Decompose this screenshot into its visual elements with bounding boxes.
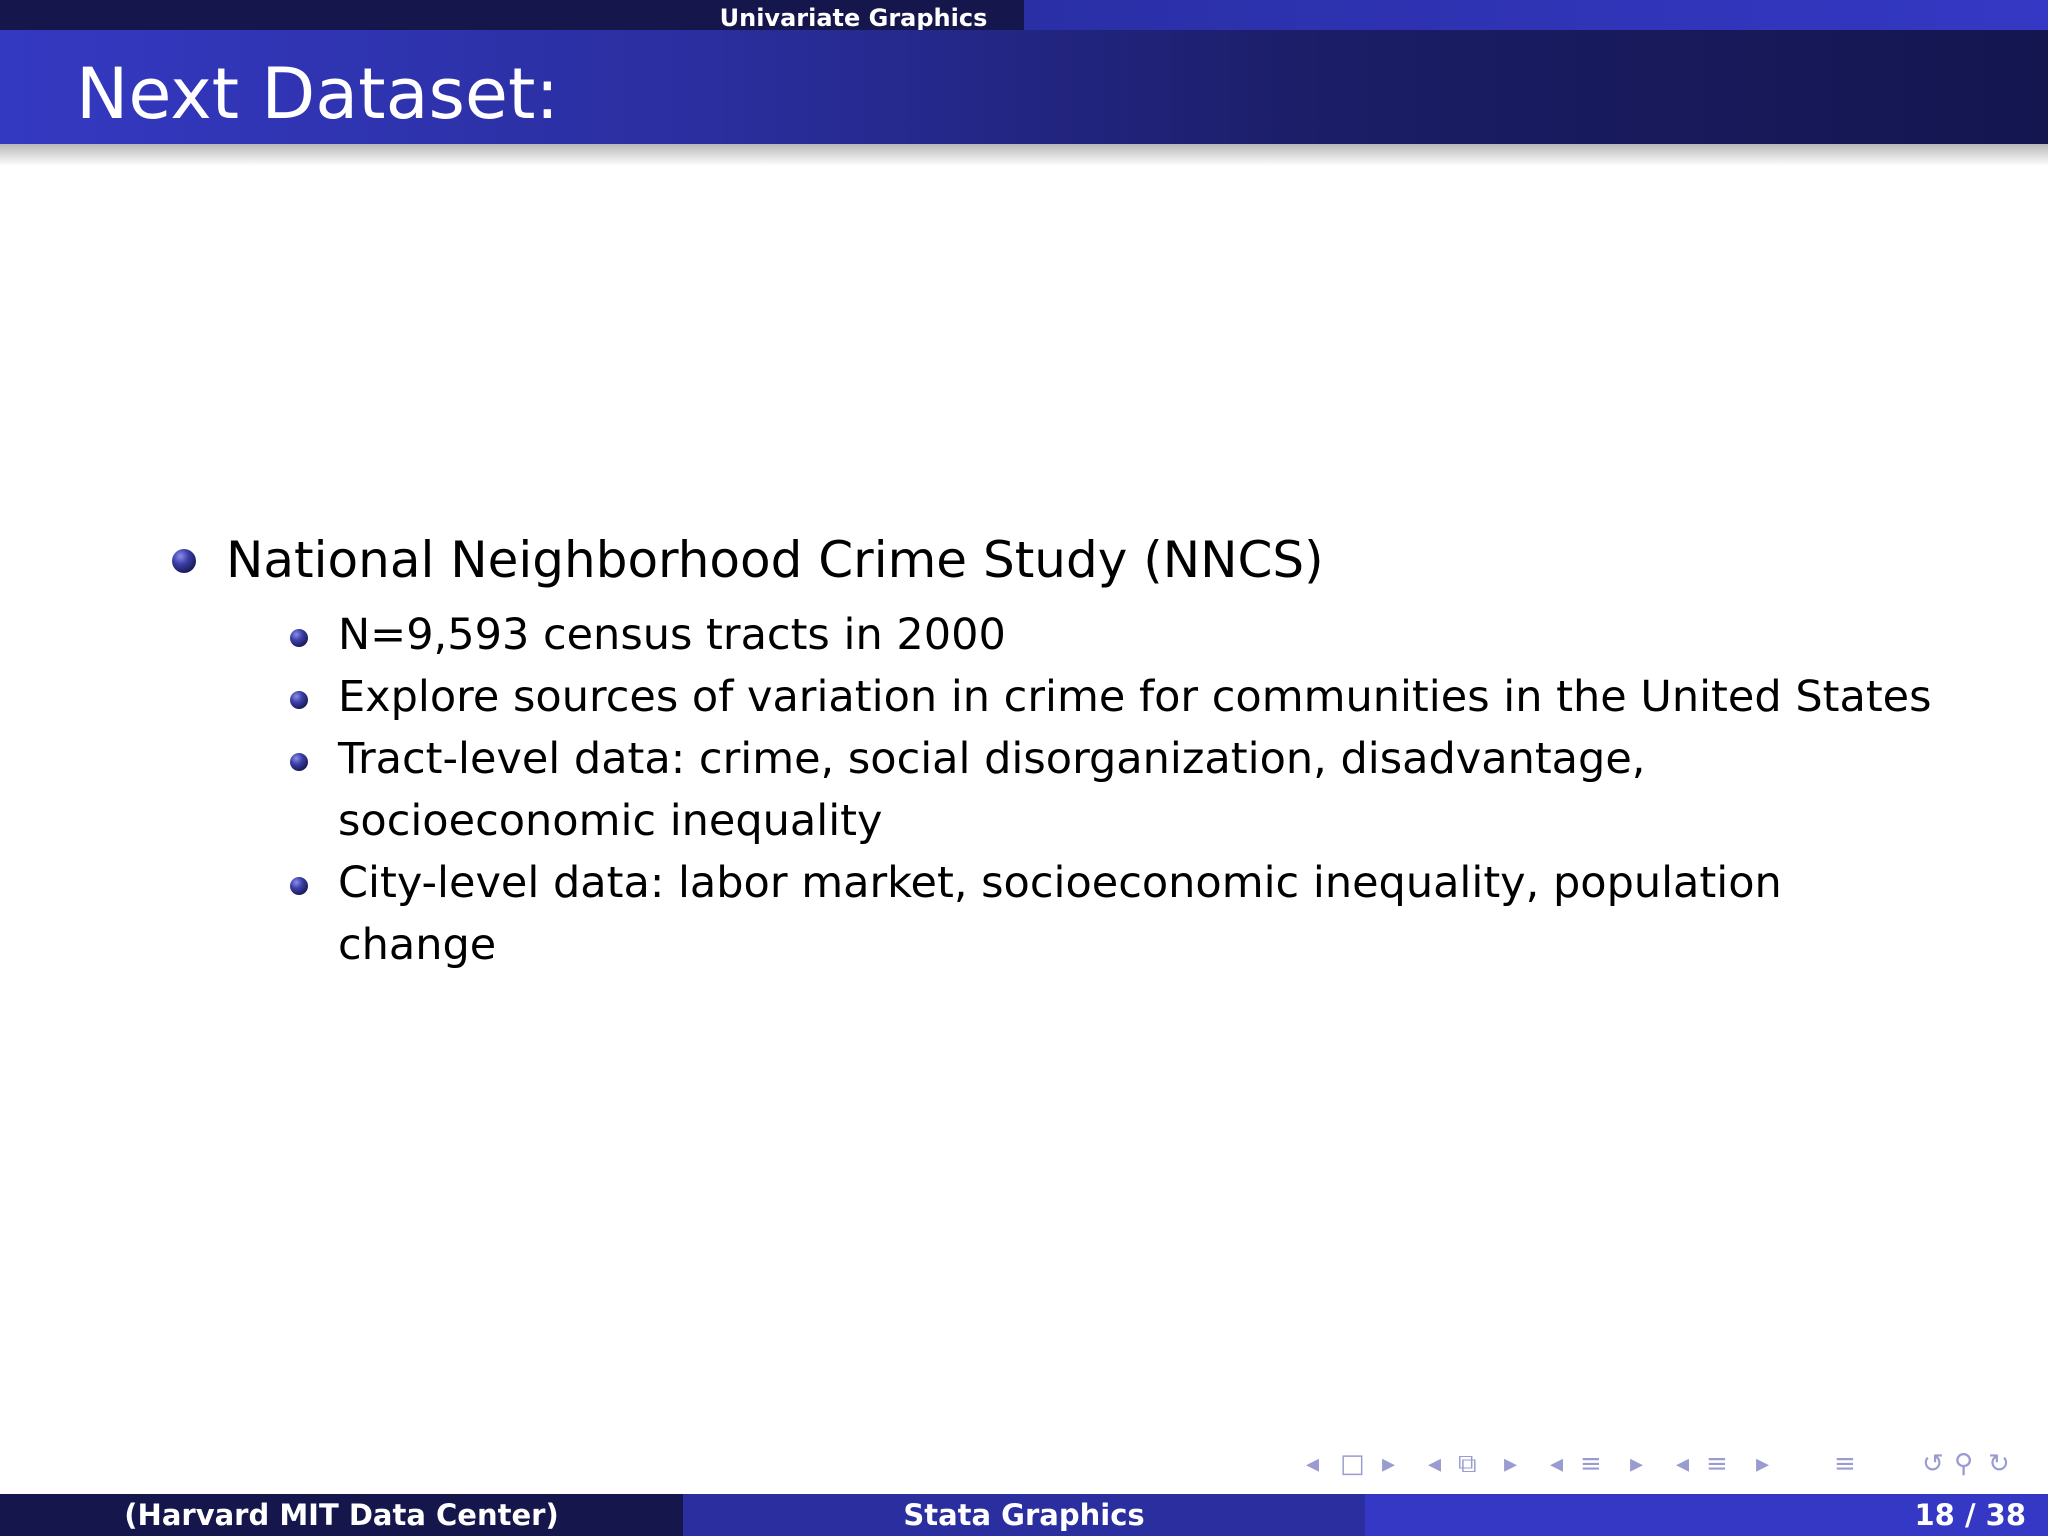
current-section-label[interactable]: Univariate Graphics <box>683 0 1024 30</box>
frame-icon[interactable]: □ <box>1340 1449 1365 1479</box>
bullet-ball-icon <box>290 877 308 895</box>
subsection-icon[interactable]: ⧉ <box>1458 1449 1477 1479</box>
arrow-left-icon[interactable]: ◂ <box>1676 1449 1690 1479</box>
bullet-text-line: Tract-level data: crime, social disorganization, disadvantage, <box>338 734 1646 784</box>
footer-page-segment <box>1365 1494 2048 1536</box>
frame-title: Next Dataset: <box>76 53 560 135</box>
footer-institute: (Harvard MIT Data Center) <box>0 1494 683 1536</box>
bullet-text-line: socioeconomic inequality <box>338 796 883 846</box>
search-icon[interactable]: ⚲ <box>1954 1449 1974 1479</box>
footer-bar <box>0 1494 2048 1536</box>
navigation-bar <box>1300 1444 2040 1484</box>
bullet-ball-icon <box>290 691 308 709</box>
arrow-left-icon[interactable]: ◂ <box>1550 1449 1564 1479</box>
arrow-right-icon[interactable]: ▸ <box>1382 1449 1396 1479</box>
bullet-ball-icon <box>290 629 308 647</box>
arrow-right-icon[interactable]: ▸ <box>1756 1449 1770 1479</box>
bullet-ball-icon <box>290 753 308 771</box>
undo-icon[interactable]: ↺ <box>1922 1449 1944 1479</box>
section-icon[interactable]: ≡ <box>1706 1449 1728 1479</box>
footer-title: Stata Graphics <box>683 1494 1365 1536</box>
arrow-left-icon[interactable]: ◂ <box>1428 1449 1442 1479</box>
section-icon[interactable]: ≡ <box>1580 1449 1602 1479</box>
redo-icon[interactable]: ↻ <box>1988 1449 2010 1479</box>
arrow-right-icon[interactable]: ▸ <box>1504 1449 1518 1479</box>
bullet-text-line: City-level data: labor market, socioeconomic inequality, population <box>338 858 1782 908</box>
bullet-text-line: change <box>338 920 497 970</box>
arrow-left-icon[interactable]: ◂ <box>1306 1449 1320 1479</box>
bullet-text: Explore sources of variation in crime for communities in the United States <box>338 672 1932 722</box>
bullet-text: National Neighborhood Crime Study (NNCS) <box>226 531 1324 589</box>
page-number: 18 / 38 <box>1914 1498 2026 1532</box>
bullet-ball-icon <box>172 549 196 573</box>
bullet-text: N=9,593 census tracts in 2000 <box>338 610 1006 660</box>
align-icon[interactable]: ≡ <box>1834 1449 1856 1479</box>
arrow-right-icon[interactable]: ▸ <box>1630 1449 1644 1479</box>
